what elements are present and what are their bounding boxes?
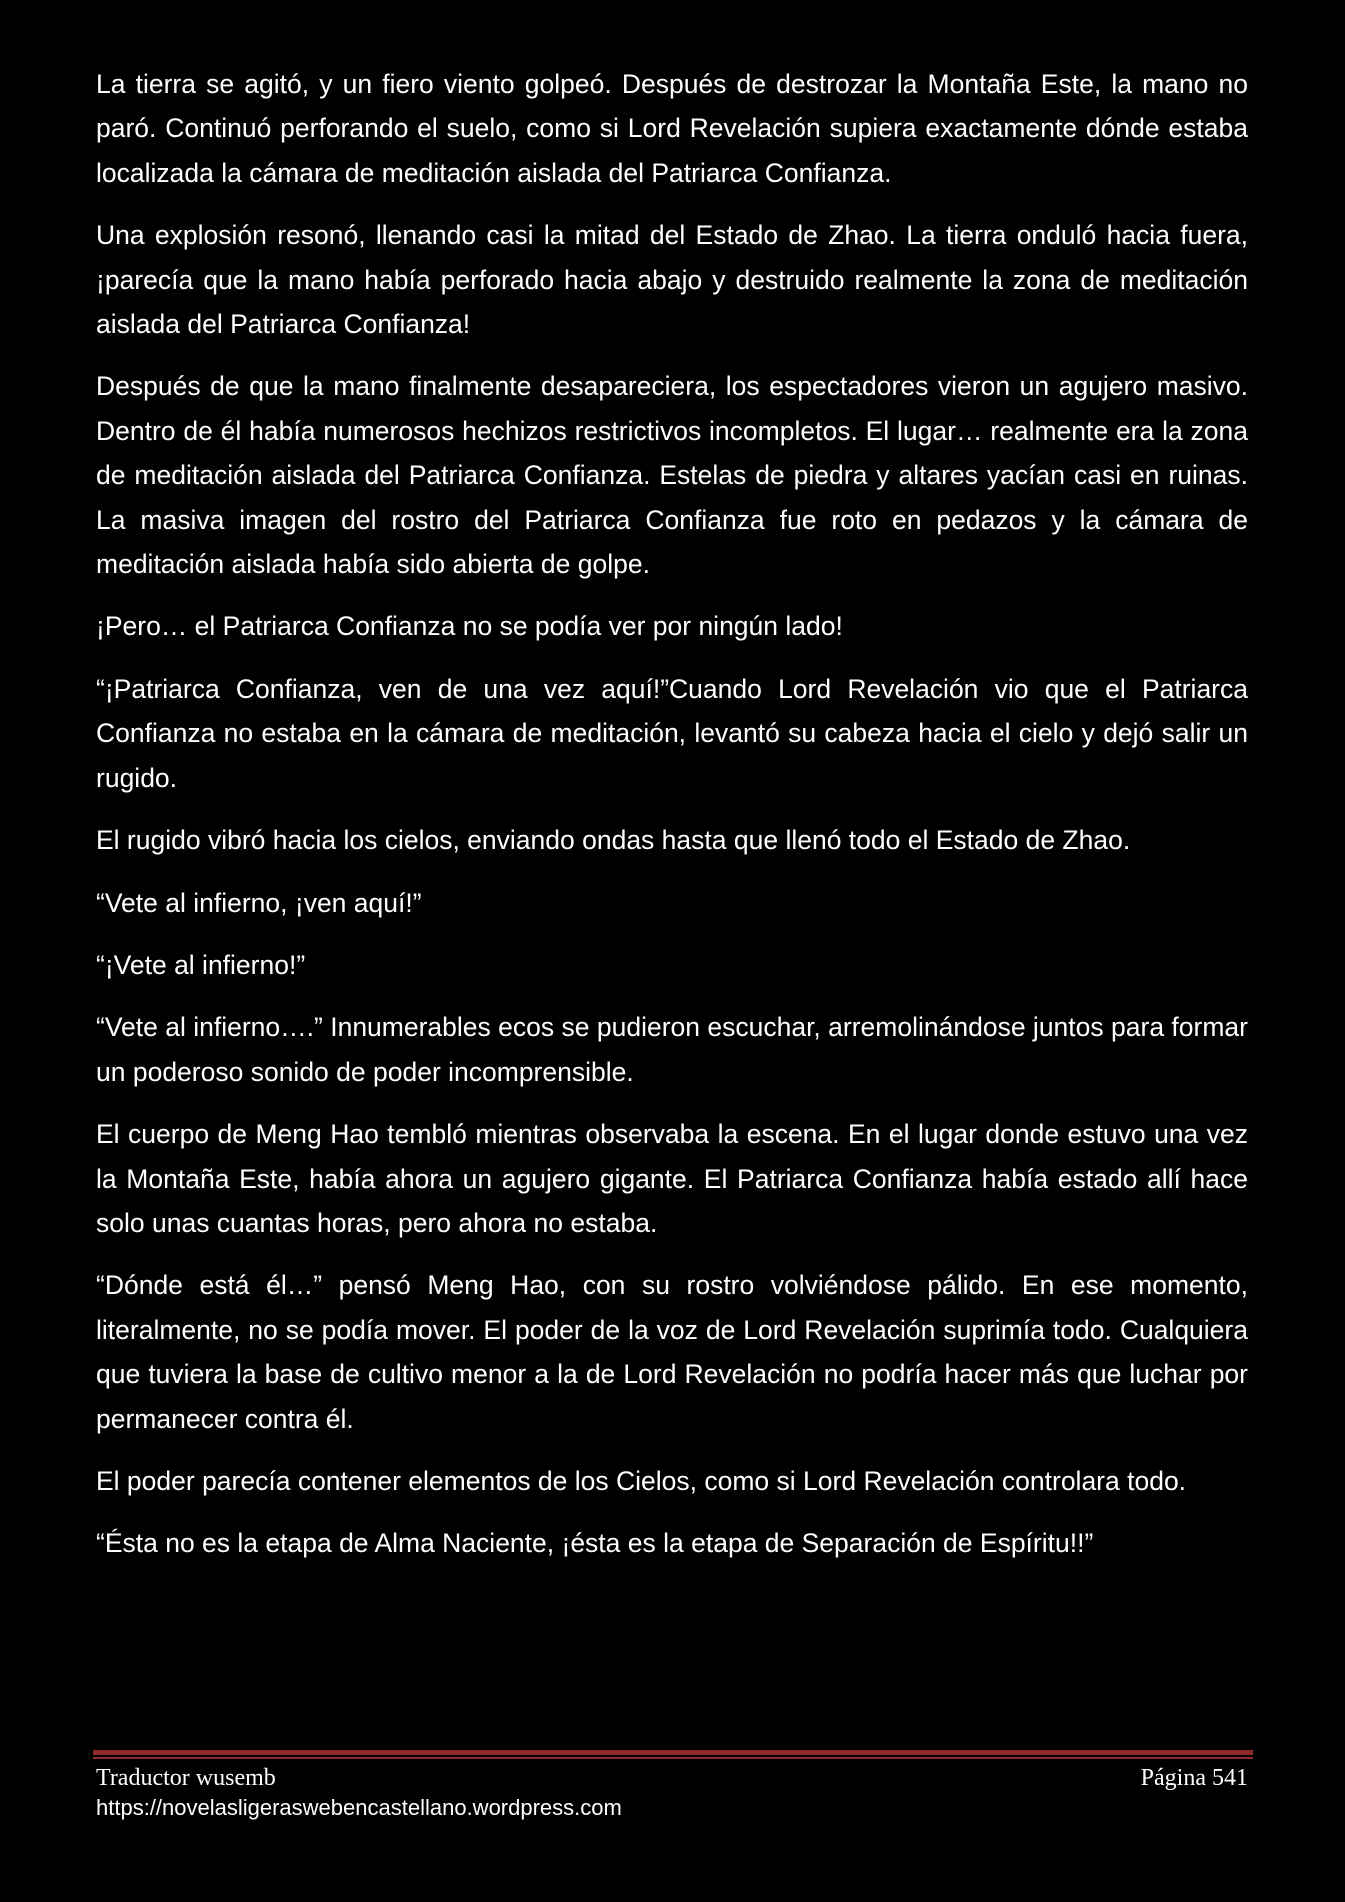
paragraph-6: El rugido vibró hacia los cielos, enviando ondas hasta que llenó todo el Estado de Zhao.	[96, 825, 1131, 856]
footer-divider-thick	[93, 1750, 1253, 1755]
paragraph-13: “Ésta no es la etapa de Alma Naciente, ¡ésta es la etapa de Separación de Espíritu!!”	[96, 1528, 1094, 1559]
paragraph-5: “¡Patriarca Confianza, ven de una vez aquí!”Cuando Lord Revelación vio que el Patriarca Confianza no estaba en la cámara de meditación, levantó su cabeza hacia el cielo y dejó salir un rugido.	[96, 673, 1248, 793]
paragraph-12: El poder parecía contener elementos de los Cielos, como si Lord Revelación controlara todo.	[96, 1465, 1187, 1496]
footer-divider-thin	[93, 1757, 1253, 1759]
footer-url-link[interactable]: https://novelasligeraswebencastellano.wordpress.com	[96, 1795, 622, 1820]
paragraph-4: ¡Pero… el Patriarca Confianza no se podía ver por ningún lado!	[96, 611, 843, 642]
chapter-body	[96, 62, 1248, 1584]
paragraph-9: “Vete al infierno….” Innumerables ecos se pudieron escuchar, arremolinándose juntos para formar un poderoso sonido de poder incomprensible.	[96, 1012, 1248, 1087]
paragraph-10: El cuerpo de Meng Hao tembló mientras observaba la escena. En el lugar donde estuvo una vez la Montaña Este, había ahora un agujero gigante. El Patriarca Confianza había estado allí hace solo unas cuantas horas, pero ahora no estaba.	[96, 1119, 1248, 1238]
paragraph-1: La tierra se agitó, y un fiero viento golpeó. Después de destrozar la Montaña Este, la mano no paró. Continuó perforando el suelo, como si Lord Revelación supiera exactamente dónde estaba localizada la cámara de meditación aislada del Patriarca Confianza.	[96, 69, 1248, 188]
paragraph-11: “Dónde está él…” pensó Meng Hao, con su rostro volviéndose pálido. En ese momento, literalmente, no se podía mover. El poder de la voz de Lord Revelación suprimía todo. Cualquiera que tuviera la base de cultivo menor a la de Lord Revelación no podría hacer más que luchar por permanecer contra él.	[96, 1270, 1248, 1434]
footer-translator: Traductor wusemb	[96, 1765, 276, 1791]
paragraph-8: “¡Vete al infierno!”	[96, 949, 306, 980]
paragraph-7: “Vete al infierno, ¡ven aquí!”	[96, 887, 422, 918]
footer-page-number: Página 541	[1140, 1765, 1248, 1791]
paragraph-2: Una explosión resonó, llenando casi la mitad del Estado de Zhao. La tierra onduló hacia fuera, ¡parecía que la mano había perforado hacia abajo y destruido realmente la zona de meditación aislada del Patriarca Confianza!	[96, 220, 1248, 340]
paragraph-3: Después de que la mano finalmente desapareciera, los espectadores vieron un agujero masivo. Dentro de él había numerosos hechizos restrictivos incompletos. El lugar… realmente era la zona de meditación aislada del Patriarca Confianza. Estelas de piedra y altares yacían casi en ruinas. La masiva imagen del rostro del Patriarca Confianza fue roto en pedazos y la cámara de meditación aislada había sido abierta de golpe.	[96, 371, 1248, 580]
